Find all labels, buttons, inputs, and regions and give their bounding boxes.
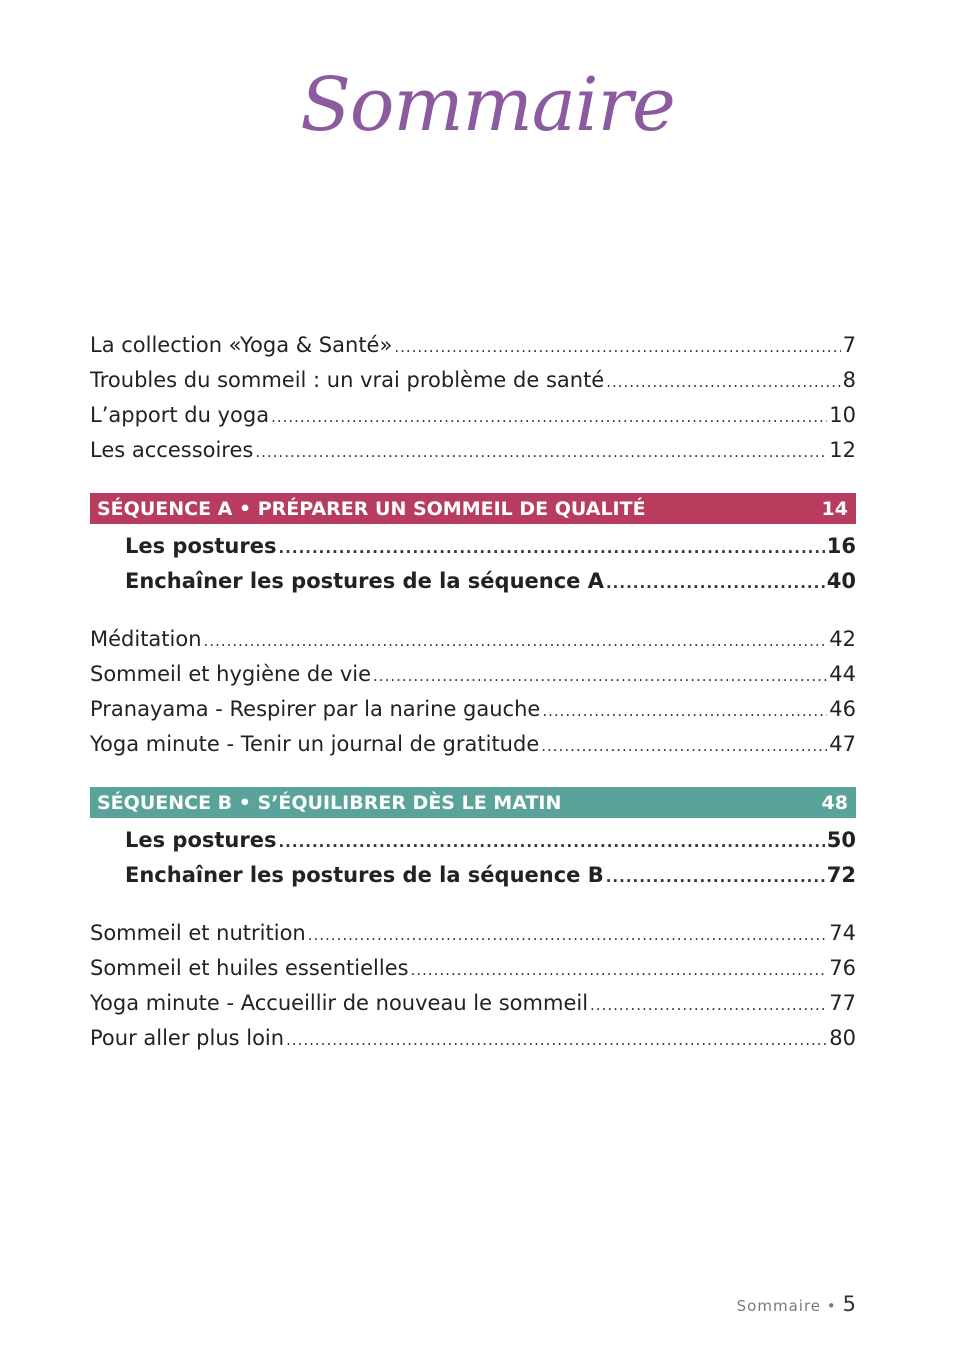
- dot-leader: [286, 1031, 827, 1049]
- toc-entry-page: 12: [829, 438, 856, 462]
- sequence-b-title: SÉQUENCE B • S’ÉQUILIBRER DÈS LE MATIN: [97, 791, 562, 814]
- dot-leader: [394, 338, 840, 356]
- dot-leader: [278, 833, 824, 851]
- toc-entry[interactable]: [90, 368, 856, 403]
- dot-leader: [606, 574, 825, 592]
- toc-entry-title: L’apport du yoga: [90, 403, 270, 427]
- toc-entry-page: 46: [829, 697, 856, 721]
- dot-leader: [606, 868, 825, 886]
- sequence-a-page: 14: [821, 497, 848, 520]
- toc-entry-title: Yoga minute - Tenir un journal de gratitude: [90, 732, 540, 756]
- dot-leader: [606, 373, 840, 391]
- toc-entry[interactable]: [90, 1026, 856, 1061]
- toc-subentry[interactable]: [90, 863, 856, 898]
- footer-label: Sommaire •: [736, 1297, 837, 1315]
- dot-leader: [255, 443, 827, 461]
- dot-leader: [541, 737, 827, 755]
- dot-leader: [278, 539, 824, 557]
- toc-entry-page: 40: [826, 569, 856, 593]
- dot-leader: [204, 632, 828, 650]
- toc-subentry[interactable]: [90, 828, 856, 863]
- page-footer: [737, 1292, 857, 1316]
- toc-entry[interactable]: [90, 956, 856, 991]
- toc-entry-title: Méditation: [90, 627, 202, 651]
- toc-entry-title: Enchaîner les postures de la séquence A: [125, 569, 604, 593]
- toc-entry[interactable]: [90, 697, 856, 732]
- toc-entry-page: 50: [826, 828, 856, 852]
- toc-entry[interactable]: [90, 438, 856, 473]
- sequence-b-page: 48: [821, 791, 848, 814]
- toc-entry-page: 16: [826, 534, 856, 558]
- sequence-a-title: SÉQUENCE A • PRÉPARER UN SOMMEIL DE QUALITÉ: [97, 497, 646, 520]
- toc-entry-title: La collection «Yoga & Santé»: [90, 333, 393, 357]
- toc-entry-page: 80: [829, 1026, 856, 1050]
- toc-entry[interactable]: [90, 732, 856, 767]
- dot-leader: [542, 702, 827, 720]
- toc-entry-title: Pranayama - Respirer par la narine gauche: [90, 697, 541, 721]
- toc-entry[interactable]: [90, 991, 856, 1026]
- toc-entry-page: 42: [829, 627, 856, 651]
- toc-entry-title: Sommeil et nutrition: [90, 921, 306, 945]
- toc-entry-page: 74: [829, 921, 856, 945]
- dot-leader: [411, 961, 828, 979]
- toc-entry-title: Les postures: [125, 828, 277, 852]
- table-of-contents: [90, 333, 856, 1061]
- toc-entry[interactable]: [90, 627, 856, 662]
- toc-entry-page: 76: [829, 956, 856, 980]
- toc-entry[interactable]: [90, 333, 856, 368]
- toc-entry-page: 8: [842, 368, 856, 392]
- toc-subentry[interactable]: [90, 569, 856, 604]
- toc-entry-title: Les accessoires: [90, 438, 254, 462]
- sequence-b-header[interactable]: [90, 787, 856, 818]
- toc-entry-title: Troubles du sommeil : un vrai problème de santé: [90, 368, 605, 392]
- toc-entry[interactable]: [90, 662, 856, 697]
- toc-subentry[interactable]: [90, 534, 856, 569]
- toc-entry-page: 44: [829, 662, 856, 686]
- dot-leader: [373, 667, 827, 685]
- toc-entry-title: Sommeil et hygiène de vie: [90, 662, 372, 686]
- sequence-a-header[interactable]: [90, 493, 856, 524]
- toc-entry[interactable]: [90, 921, 856, 956]
- toc-entry-title: Enchaîner les postures de la séquence B: [125, 863, 604, 887]
- toc-entry-page: 10: [829, 403, 856, 427]
- toc-entry-page: 72: [826, 863, 856, 887]
- toc-entry-title: Yoga minute - Accueillir de nouveau le sommeil: [90, 991, 589, 1015]
- toc-entry-title: Pour aller plus loin: [90, 1026, 285, 1050]
- dot-leader: [271, 408, 827, 426]
- toc-entry[interactable]: [90, 403, 856, 438]
- toc-entry-title: Les postures: [125, 534, 277, 558]
- page-number: 5: [842, 1292, 857, 1316]
- toc-entry-title: Sommeil et huiles essentielles: [90, 956, 409, 980]
- dot-leader: [590, 996, 827, 1014]
- toc-entry-page: 77: [829, 991, 856, 1015]
- dot-leader: [308, 926, 828, 944]
- page-title: Sommaire: [300, 62, 675, 148]
- toc-entry-page: 47: [829, 732, 856, 756]
- toc-entry-page: 7: [842, 333, 856, 357]
